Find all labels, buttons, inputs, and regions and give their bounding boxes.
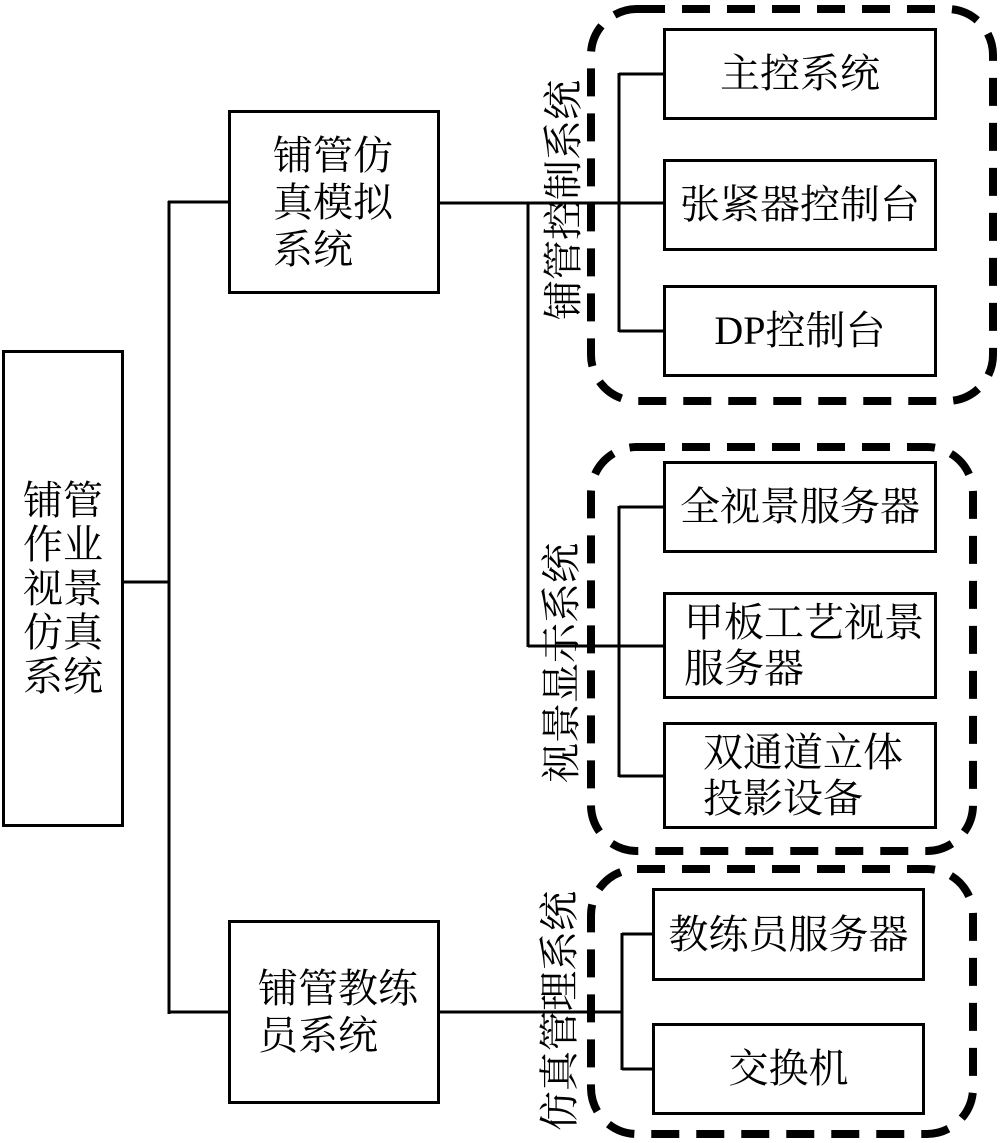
root-box-line: 作业 <box>23 521 103 567</box>
root-system-box <box>2 350 124 827</box>
vision-display-group-label: 视景显示系统 <box>539 543 584 783</box>
instructor-server-box: 教练员服务器 <box>652 888 925 981</box>
dp-console-box: DP控制台 <box>663 285 937 377</box>
root-box-line: 铺管 <box>23 477 103 523</box>
main-control-system-box: 主控系统 <box>663 28 937 120</box>
pipelay-simulation-line: 铺管仿 <box>273 132 393 178</box>
deck-process-vision-server-box <box>663 592 937 699</box>
tensioner-console-box: 张紧器控制台 <box>663 159 937 251</box>
pipelay-trainer-line: 铺管教练 <box>258 966 418 1011</box>
dual-channel-stereo-projector-line: 投影设备 <box>703 775 863 821</box>
root-box-line: 视景 <box>23 565 103 611</box>
dual-channel-stereo-projector-line: 双通道立体 <box>703 729 903 775</box>
panorama-server-box: 全视景服务器 <box>663 461 937 553</box>
dual-channel-stereo-projector-box <box>663 722 937 829</box>
pipelay-control-group-label: 铺管控制系统 <box>541 80 586 320</box>
pipelay-trainer-line: 员系统 <box>258 1013 378 1058</box>
root-box-line: 仿真 <box>23 609 103 655</box>
pipelay-simulation-line: 系统 <box>273 226 353 272</box>
deck-process-vision-server-line: 服务器 <box>684 645 804 691</box>
simulation-management-group-label: 仿真管理系统 <box>537 891 582 1131</box>
pipelay-trainer-box <box>228 920 440 1104</box>
pipelay-simulation-box <box>228 110 440 294</box>
network-switch-box: 交换机 <box>652 1023 925 1115</box>
deck-process-vision-server-line: 甲板工艺视景 <box>684 599 924 645</box>
pipelay-simulation-line: 真模拟 <box>273 179 393 225</box>
root-box-line: 系统 <box>23 653 103 699</box>
